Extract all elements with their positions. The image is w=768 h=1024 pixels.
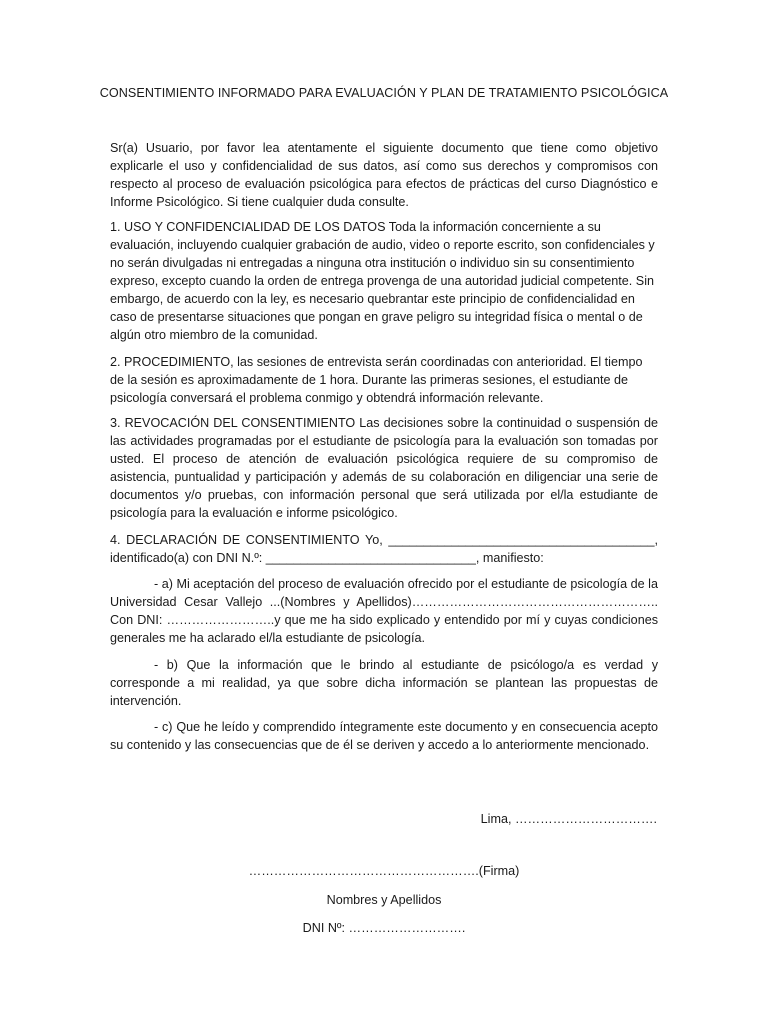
document-title: CONSENTIMIENTO INFORMADO PARA EVALUACIÓN Y PLAN DE TRATAMIENTO PSICOLÓGICA [99, 86, 669, 100]
declaration-item-c: - c) Que he leído y comprendido íntegramente este documento y en consecuencia acepto su contenido y las consecuencias que de él se deriven y accedo a lo anteriormente mencionado. [110, 720, 658, 752]
place-date-line: Lima, ……………………………. [480, 812, 657, 826]
section-declaration: 4. DECLARACIÓN DE CONSENTIMIENTO Yo, ______________________________________, identificado(a) con DNI N.º: ______________________________, manifiesto: [110, 533, 658, 565]
declaration-item-b: - b) Que la información que le brindo al estudiante de psicólogo/a es verdad y corresponde a mi realidad, ya que sobre dicha información se plantean las propuestas de intervención. [110, 658, 658, 708]
section-procedure: 2. PROCEDIMIENTO, las sesiones de entrevista serán coordinadas con anterioridad. El tiempo de la sesión es aproximadamente de 1 hora. Durante las primeras sesiones, el estudiante de psicología conversará el problema conmigo y obtendrá información relevante. [110, 355, 643, 405]
declaration-item-a: - a) Mi aceptación del proceso de evaluación ofrecido por el estudiante de psicología de la Universidad Cesar Vallejo ...(Nombres y Apellidos)………………………………………………….. Con DNI: ……………………..y que me ha sido explicado y entendido por mí y cuyas condiciones generales me ha aclarado el/la estudiante de psicología. [110, 577, 658, 645]
names-label: Nombres y Apellidos [326, 893, 442, 907]
intro-paragraph: Sr(a) Usuario, por favor lea atentamente el siguiente documento que tiene como objetivo explicarle el uso y confidencialidad de sus datos, así como sus derechos y compromisos con respecto al proceso de evaluación psicológica para efectos de prácticas del curso Diagnóstico e Informe Psicológico. Si tiene cualquier duda consulte. [110, 141, 658, 209]
section-confidentiality: 1. USO Y CONFIDENCIALIDAD DE LOS DATOS Toda la información concerniente a su evaluación, incluyendo cualquier grabación de audio, video o reporte escrito, son confidenciales y no serán divulgadas ni entregadas a ninguna otra institución o individuo sin su consentimiento expreso, excepto cuando la orden de entrega provenga de una autoridad judicial competente. Sin embargo, de acuerdo con la ley, es necesario quebrantar este principio de confidencialidad en caso de presentarse situaciones que pongan en grave peligro su integridad física o mental o de algún otro miembro de la comunidad. [110, 220, 655, 342]
dni-line: DNI Nº: ………………………. [302, 921, 466, 935]
signature-line: ……………………………………………….(Firma) [248, 864, 520, 878]
section-revocation: 3. REVOCACIÓN DEL CONSENTIMIENTO Las decisiones sobre la continuidad o suspensión de las actividades programadas por el estudiante de psicología para la evaluación son tomadas por usted. El proceso de atención de evaluación psicológica requiere de su compromiso de asistencia, puntualidad y participación y además de su colaboración en diligenciar una serie de documentos y/o pruebas, con información personal que será utilizada por el/la estudiante de psicología para la evaluación e informe psicológico. [110, 416, 658, 520]
